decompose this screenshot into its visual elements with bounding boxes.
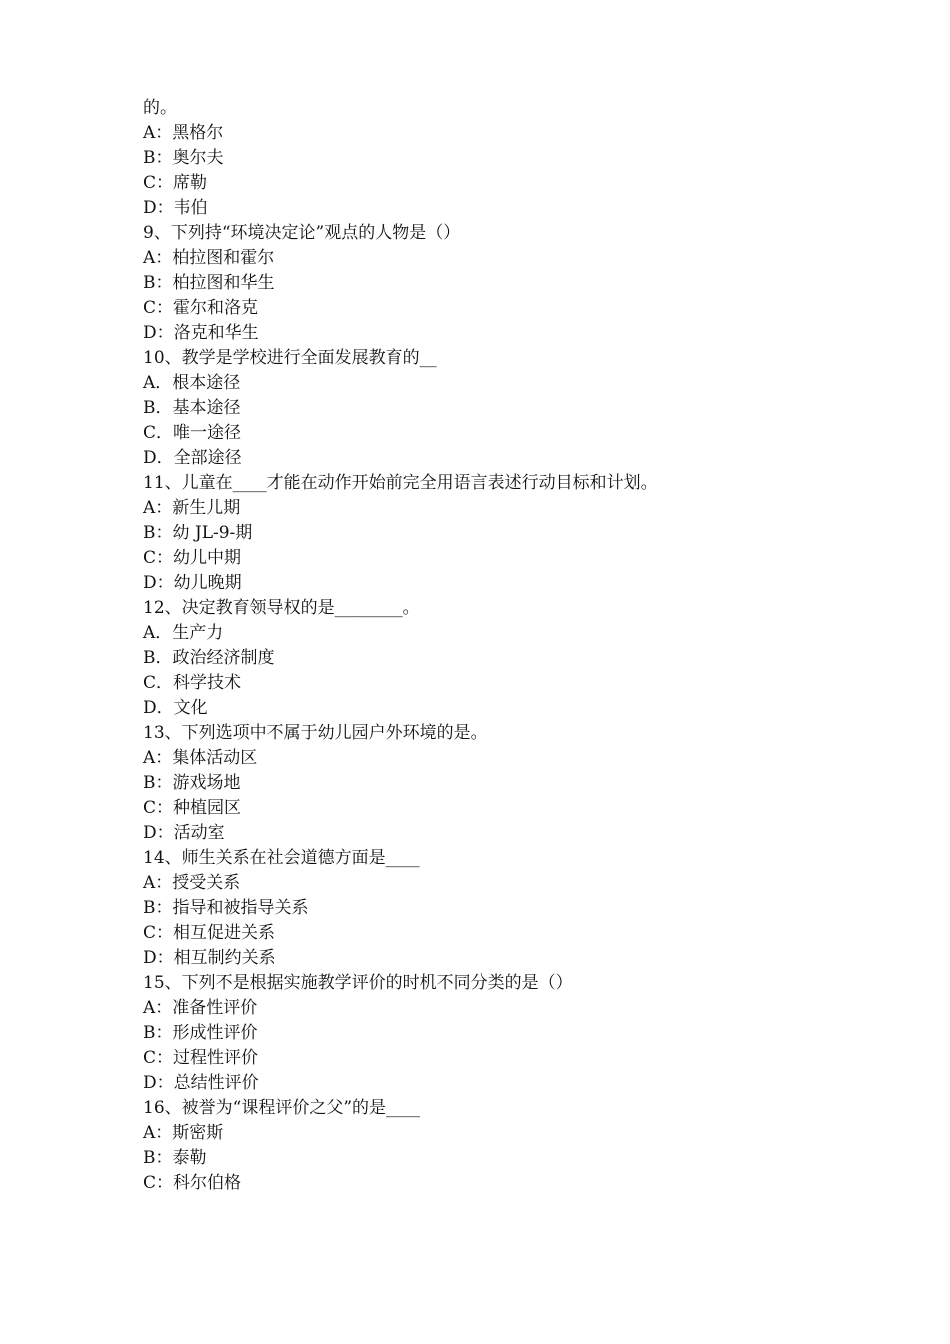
text-line: C：种植园区 [143,798,242,818]
text-line: 16、被誉为“课程评价之父”的是____ [143,1098,421,1118]
text-line: A：准备性评价 [143,998,258,1018]
text-line: B：形成性评价 [143,1023,258,1043]
text-line: A：柏拉图和霍尔 [143,248,275,268]
text-line: D：活动室 [143,823,225,843]
text-line: B：柏拉图和华生 [143,273,275,293]
text-line: C：霍尔和洛克 [143,298,259,318]
text-line: A：新生儿期 [143,498,241,518]
text-line: B：游戏场地 [143,773,241,793]
text-line: B．政治经济制度 [143,648,275,668]
text-line: C：过程性评价 [143,1048,259,1068]
question-text-block [143,96,863,1196]
text-line: A：授受关系 [143,873,241,893]
text-line: A：集体活动区 [143,748,258,768]
text-line: D：洛克和华生 [143,323,259,343]
text-line: B．基本途径 [143,398,241,418]
text-line: A：斯密斯 [143,1123,224,1143]
text-line: C：相互促进关系 [143,923,276,943]
text-line: C．唯一途径 [143,423,242,443]
text-line: C．科学技术 [143,673,242,693]
text-line: 14、师生关系在社会道德方面是____ [143,848,420,868]
text-line: B：指导和被指导关系 [143,898,309,918]
text-line: D．文化 [143,698,208,718]
text-line: 13、下列选项中不属于幼儿园户外环境的是。 [143,723,488,743]
text-line: B：泰勒 [143,1148,207,1168]
text-line: 10、教学是学校进行全面发展教育的__ [143,348,437,368]
text-line: D：相互制约关系 [143,948,276,968]
text-line: A：黑格尔 [143,123,224,143]
text-line: 9、下列持“环境决定论”观点的人物是（） [143,223,461,243]
text-line: D：总结性评价 [143,1073,259,1093]
text-line: A．生产力 [143,623,224,643]
text-line: 12、决定教育领导权的是________。 [143,598,420,618]
text-line: A．根本途径 [143,373,241,393]
text-line: C：科尔伯格 [143,1173,242,1193]
text-line: B：幼 JL-9-期 [143,523,253,543]
text-line: D：幼儿晚期 [143,573,242,593]
text-line: 15、下列不是根据实施教学评价的时机不同分类的是（） [143,973,573,993]
text-line: 的。 [143,98,177,118]
text-line: D：韦伯 [143,198,208,218]
text-line: C：席勒 [143,173,208,193]
text-line: D．全部途径 [143,448,242,468]
text-line: C：幼儿中期 [143,548,242,568]
text-line: 11、儿童在____才能在动作开始前完全用语言表述行动目标和计划。 [143,473,658,493]
text-line: B：奥尔夫 [143,148,224,168]
